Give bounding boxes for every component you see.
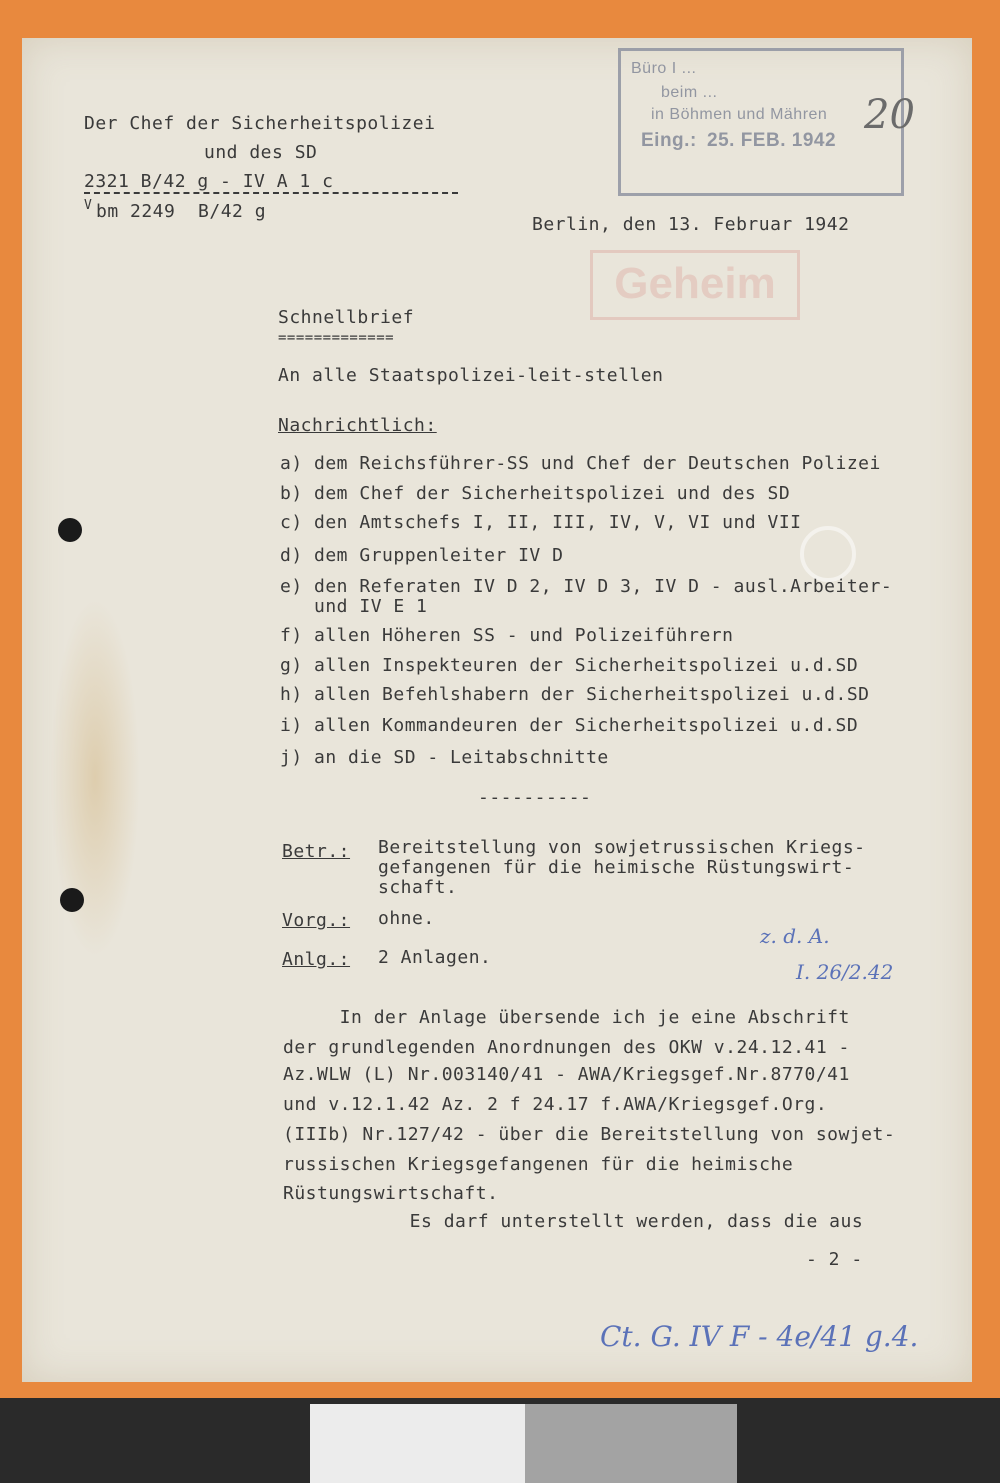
letter-type-underline: ============= — [278, 330, 395, 346]
body-line: russischen Kriegsgefangenen für die heimische — [283, 1154, 794, 1175]
enclosures-label: Anlg.: — [282, 949, 351, 970]
section-separator: ---------- — [478, 787, 592, 808]
stamp-line-3: in Böhmen und Mähren — [651, 106, 828, 123]
handwritten-note: z. d. A. — [760, 924, 830, 948]
body-line: (IIIb) Nr.127/42 - über die Bereitstellung von sowjet- — [283, 1124, 896, 1145]
issuer-line-1: Der Chef der Sicherheitspolizei — [84, 113, 436, 134]
recipient-item: a) dem Reichsführer-SS und Chef der Deutschen Polizei — [280, 453, 881, 474]
previous-ref-label: Vorg.: — [282, 910, 351, 931]
place-and-date: Berlin, den 13. Februar 1942 — [532, 214, 850, 235]
recipient-item: und IV E 1 — [280, 596, 428, 617]
body-line: der grundlegenden Anordnungen des OKW v.24.12.41 - — [283, 1037, 850, 1058]
issuer-line-2: und des SD — [204, 142, 318, 163]
subject-line: gefangenen für die heimische Rüstungswirt- — [378, 857, 855, 878]
coffee-ring-stain — [800, 526, 856, 582]
addressee: An alle Staatspolizei-leit-stellen — [278, 365, 664, 386]
recipient-item: b) dem Chef der Sicherheitspolizei und des SD — [280, 483, 791, 504]
reference-number-2: bm 2249 B/42 g — [96, 201, 267, 222]
body-line: Rüstungswirtschaft. — [283, 1183, 499, 1204]
punch-hole — [60, 888, 84, 912]
recipient-item: i) allen Kommandeuren der Sicherheitspolizei u.d.SD — [280, 715, 859, 736]
body-line: Az.WLW (L) Nr.003140/41 - AWA/Kriegsgef.Nr.8770/41 — [283, 1064, 850, 1085]
enclosures-value: 2 Anlagen. — [378, 947, 492, 968]
recipient-item: f) allen Höheren SS - und Polizeiführern — [280, 625, 734, 646]
stamp-line-1: Büro I ... — [631, 60, 697, 77]
punch-hole — [58, 518, 82, 542]
document-page — [22, 38, 972, 1382]
body-line: Es darf unterstellt werden, dass die aus — [353, 1211, 864, 1232]
reference-number: 2321 B/42 g - IV A 1 c — [84, 172, 458, 194]
stamp-eing-label: Eing.: — [641, 130, 697, 151]
stamp-line-2: beim ... — [661, 84, 718, 101]
letter-type: Schnellbrief — [278, 307, 415, 328]
stamp-eing-date: 25. FEB. 1942 — [707, 130, 837, 151]
calibration-gray-patch — [525, 1404, 737, 1483]
body-line: In der Anlage übersende ich je eine Abschrift — [283, 1007, 850, 1028]
next-page-marker: - 2 - — [806, 1249, 863, 1270]
cc-label: Nachrichtlich: — [278, 415, 437, 436]
recipient-item: h) allen Befehlshabern der Sicherheitspolizei u.d.SD — [280, 684, 870, 705]
handwritten-filing-note: Ct. G. IV F - 4e/41 g.4. — [600, 1320, 919, 1353]
body-line: und v.12.1.42 Az. 2 f 24.17 f.AWA/Kriegsgef.Org. — [283, 1094, 828, 1115]
recipient-item: j) an die SD - Leitabschnitte — [280, 747, 609, 768]
subject-line: schaft. — [378, 877, 458, 898]
received-stamp — [618, 48, 904, 196]
subject-line: Bereitstellung von sowjetrussischen Kriegs- — [378, 837, 866, 858]
calibration-white-patch — [310, 1404, 525, 1483]
handwritten-folio-number: 20 — [864, 92, 915, 138]
subject-label: Betr.: — [282, 841, 351, 862]
recipient-item: e) den Referaten IV D 2, IV D 3, IV D - ausl.Arbeiter- — [280, 576, 893, 597]
recipient-item: g) allen Inspekteuren der Sicherheitspolizei u.d.SD — [280, 655, 859, 676]
faded-secret-stamp: Geheim — [590, 250, 800, 320]
previous-ref-value: ohne. — [378, 908, 435, 929]
reference-superscript: V — [84, 198, 93, 213]
recipient-item: c) den Amtschefs I, II, III, IV, V, VI und VII — [280, 512, 802, 533]
handwritten-note: I. 26/2.42 — [796, 960, 894, 984]
recipient-item: d) dem Gruppenleiter IV D — [280, 545, 564, 566]
